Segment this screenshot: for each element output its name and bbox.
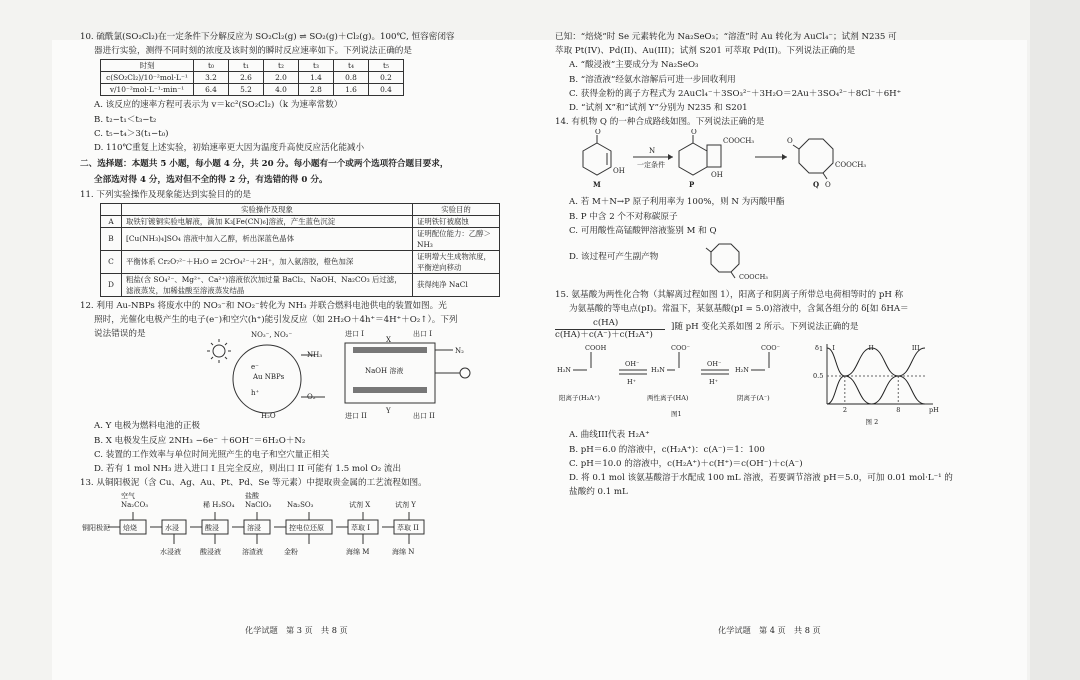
fig-label: P — [689, 180, 695, 190]
q15-option-c: C. pH＝10.0 的溶液中，c(H₂A⁺)＋c(H⁺)＝c(OH⁻)＋c(A⁻) — [569, 458, 803, 469]
table-cell: D — [101, 273, 122, 296]
flow-reagent-label: Na₂CO₃ — [121, 501, 149, 510]
table-cell — [101, 203, 122, 215]
table-cell: [Cu(NH₃)₄]SO₄ 溶液中加入乙醇，析出深蓝色晶体 — [122, 227, 413, 250]
q15-fraction-row — [555, 316, 975, 342]
flow-reagent-label: 盐酸 — [245, 492, 259, 501]
table-cell: 2.8 — [299, 84, 334, 96]
page-edge — [1030, 0, 1080, 680]
fig-label: NaOH 溶液 — [365, 367, 404, 376]
x-tick-label: 2 — [842, 406, 847, 415]
y-tick-label: 0.5 — [813, 372, 824, 381]
q12-option-a: A. Y 电极为燃料电池的正极 — [94, 421, 201, 432]
q12-option-d: D. 若有 1 mol NH₃ 进入进口 I 且完全反应，则出口 II 可能有 1.5 mol O₂ 流出 — [94, 464, 402, 475]
fig-label: M — [593, 180, 601, 190]
fig-label: NH₃ — [307, 351, 323, 360]
flow-reagent-label: NaClO₃ — [245, 501, 272, 510]
flow-reagent-label: Na₂SO₃ — [287, 501, 314, 510]
flow-reagent-label: 空气 — [121, 492, 135, 501]
q15-option-d: D. 将 0.1 mol 该氨基酸溶于水配成 100 mL 溶液，若要调节溶液 pH＝5.0，可加 0.01 mol·L⁻¹ 的 — [569, 473, 953, 484]
q14-option-d: D. 该过程可产生副产物 — [569, 252, 659, 263]
table-cell: 2.0 — [264, 72, 299, 84]
q12-cell-diagram — [205, 329, 505, 419]
fig-label: COOCH₃ — [835, 161, 867, 170]
fig-label: Au NBPs — [253, 373, 285, 382]
fig-label: 阴离子(A⁻) — [737, 394, 770, 403]
table-cell: 时刻 — [101, 60, 194, 72]
table-cell: 实验目的 — [413, 203, 500, 215]
table-cell: t₄ — [334, 60, 369, 72]
fig-label: 进口 II — [345, 412, 367, 420]
q12-stem-3: 说法错误的是 — [94, 329, 146, 340]
table-cell: 5.2 — [229, 84, 264, 96]
table-row — [101, 72, 404, 84]
electrode-x — [353, 347, 427, 353]
table-cell: 1.6 — [334, 84, 369, 96]
fig-label: H⁺ — [709, 378, 719, 387]
table-cell: 0.2 — [369, 72, 404, 84]
q13-known-2: 萃取 Pt(IV)、Pd(II)、Au(III)；试剂 S201 可萃取 Pd(II)。下列说法正确的是 — [555, 46, 856, 57]
fig-label: OH⁻ — [707, 360, 722, 369]
fraction-denominator: c(HA)＋c(A⁻)＋c(H₂A⁺) — [555, 330, 653, 341]
fig-label: H₃N — [557, 366, 571, 375]
fig-label: 图1 — [671, 410, 682, 419]
fig-label: COOH — [585, 344, 607, 353]
flow-product-label: 水浸液 — [160, 548, 181, 557]
q14-option-c: C. 可用酸性高锰酸钾溶液鉴别 M 和 Q — [569, 225, 717, 236]
fig-label: COOCH₃ — [723, 137, 755, 146]
q15-option-a: A. 曲线III代表 H₂A⁺ — [569, 430, 650, 441]
fig-label: H₂N — [735, 366, 749, 375]
fig-label: Y — [386, 407, 391, 416]
q11-table-head — [101, 203, 500, 215]
flow-step-label: 控电位还原 — [289, 524, 324, 533]
byproduct-structure — [705, 238, 775, 280]
fig-label: H₂O — [261, 412, 276, 420]
molecule-p — [679, 135, 721, 175]
table-cell: 1.4 — [299, 72, 334, 84]
flow-product-label: 海绵 N — [392, 548, 415, 557]
figure-caption: 图 2 — [865, 418, 879, 427]
flow-reagent-label: 试剂 Y — [395, 501, 416, 510]
flow-start-label: 铜阳极泥 — [82, 524, 110, 533]
q15-option-d-cont: 盐酸约 0.1 mL — [569, 487, 628, 498]
q14-option-b: B. P 中含 2 个不对称碳原子 — [569, 211, 678, 222]
table-row — [101, 84, 404, 96]
series-label: I — [832, 344, 835, 353]
table-cell: 取铁钉镀铜实验电解液，滴加 K₃[Fe(CN)₆]溶液，产生蓝色沉淀 — [122, 215, 413, 227]
q14-option-a: A. 若 M＋N→P 原子利用率为 100%，则 N 为丙酸甲酯 — [569, 197, 785, 208]
table-cell: t₅ — [369, 60, 404, 72]
q10-option-c: C. t₅−t₄＞3(t₁−t₀) — [94, 128, 169, 139]
fig-label: 阳离子(H₂A⁺) — [559, 394, 600, 403]
table-row — [101, 273, 500, 296]
flow-step-label: 水浸 — [165, 524, 179, 533]
q12-option-c: C. 装置的工作效率与单位时间光照产生的电子和空穴量正相关 — [94, 449, 330, 460]
q13-option-a: A. “酸浸液”主要成分为 Na₂SeO₃ — [569, 60, 699, 71]
q14-synthesis-route — [577, 129, 877, 191]
fig-label: 一定条件 — [637, 161, 665, 170]
table-cell: c(SO₂Cl₂)/10⁻²mol·L⁻¹ — [101, 72, 194, 84]
y-tick-label: 1 — [819, 345, 824, 354]
table-cell: B — [101, 227, 122, 250]
fig-label: h⁺ — [251, 389, 260, 398]
section-2-heading: 二、选择题：本题共 5 小题，每小题 4 分，共 20 分。每小题有一个或两个选项符合题目要求， — [80, 159, 449, 170]
q10-option-a: A. 该反应的速率方程可表示为 v＝kc²(SO₂Cl₂)（k 为速率常数） — [94, 100, 343, 111]
table-cell: 平衡体系 Cr₂O₇²⁻＋H₂O ⇌ 2CrO₄²⁻＋2H⁺，加入氨溶胶，橙色加深 — [122, 250, 413, 273]
table-cell: t₃ — [299, 60, 334, 72]
flow-step-label: 酸浸 — [205, 524, 219, 533]
q15-stem-3: ]随 pH 变化关系如图 2 所示。下列说法正确的是 — [671, 322, 859, 333]
page-3-column — [80, 30, 510, 562]
q14-option-d-row — [555, 238, 975, 280]
fig-label: H⁺ — [627, 378, 637, 387]
q10-stem-2: 器进行实验，测得不同时刻的浓度及该时刻的瞬时反应速率如下。下列说法正确的是 — [94, 46, 412, 57]
q15-stem-2: 为氨基酸的等电点(pI)。常温下，某氨基酸(pI = 5.0)溶液中，含氮各组分的 δ[如 δHA＝ — [569, 304, 909, 315]
fig-label: 两性离子(HA) — [647, 394, 689, 403]
fig-label: O₂ — [307, 393, 316, 402]
q13-known-1: 已知：“焙烧”时 Se 元素转化为 Na₂SeO₃；“溶渣”时 Au 转化为 AuCl₄⁻；试剂 N235 可 — [555, 32, 897, 42]
flow-product-label: 溶渣液 — [242, 548, 263, 557]
table-cell: 0.8 — [334, 72, 369, 84]
flow-product-label: 金粉 — [284, 548, 298, 557]
table-cell: t₀ — [194, 60, 229, 72]
q10-option-d: D. 110℃重复上述实验，初始速率更大因为温度升高使反应活化能减小 — [94, 143, 365, 154]
series-label: II — [868, 344, 874, 353]
q14-stem: 14. 有机物 Q 的一种合成路线如图。下列说法正确的是 — [555, 117, 765, 128]
molecule-m — [583, 135, 611, 175]
q15-stem-1: 15. 氨基酸为两性化合物（其解离过程如图 1），阳离子和阴离子所带总电荷相等时的 pH 称 — [555, 290, 904, 301]
page-4-column — [555, 30, 975, 499]
fig-label: OH — [711, 171, 723, 180]
fig-label: Q — [813, 180, 820, 190]
table-cell: A — [101, 215, 122, 227]
table-cell: v/10⁻²mol·L⁻¹·min⁻¹ — [101, 84, 194, 96]
q12-stem-1: 12. 利用 Au-NBPs 将废水中的 NO₃⁻和 NO₂⁻转化为 NH₃ 并联合燃料电池供电的装置如图。光 — [80, 300, 447, 311]
flow-product-label: 酸浸液 — [200, 548, 221, 557]
molecule-q — [793, 139, 833, 179]
table-cell: 证明增大生成物浓度，平衡逆向移动 — [413, 250, 500, 273]
fig-label: OH⁻ — [625, 360, 640, 369]
table-cell: 粗盐(含 SO₄²⁻、Mg²⁺、Ca²⁺)溶液依次加过量 BaCl₂、NaOH、Na₂CO₃ 后过滤，滤液蒸发，加稀盐酸至溶液蒸发结晶 — [122, 273, 413, 296]
flow-reagent-label: 试剂 X — [349, 501, 371, 510]
q13-process-flow — [80, 490, 510, 562]
q10-option-b: B. t₂−t₁＜t₃−t₂ — [94, 114, 157, 125]
table-cell: t₂ — [264, 60, 299, 72]
q10-table — [100, 59, 404, 96]
flow-reagent-label: 稀 H₂SO₄ — [203, 501, 235, 510]
flow-step-label: 溶浸 — [247, 524, 261, 533]
fig-label: O — [825, 181, 831, 190]
page-4-footer: 化学试题 第 4 页 共 8 页 — [718, 625, 821, 635]
fraction-numerator: c(HA) — [593, 318, 619, 329]
table-cell: 证明配位能力：乙醇＞NH₃ — [413, 227, 500, 250]
q13-stem: 13. 从铜阳极泥（含 Cu、Ag、Au、Pt、Pd、Se 等元素）中提取贵金属的工艺流程如图。 — [80, 478, 427, 489]
table-cell: 2.6 — [229, 72, 264, 84]
section-2-instructions: 全部选对得 4 分，选对但不全的得 2 分，有选错的得 0 分。 — [94, 175, 328, 186]
fig-label: COO⁻ — [761, 344, 781, 353]
table-cell: 证明铁钉被腐蚀 — [413, 215, 500, 227]
fig-label: O — [691, 129, 697, 137]
fig-label: 进口 I — [345, 330, 364, 339]
flow-step-label: 焙烧 — [123, 524, 137, 533]
series-label: III — [911, 344, 920, 353]
fig-label: N₂ — [455, 347, 464, 356]
table-cell: 6.4 — [194, 84, 229, 96]
q10-stem-1: 10. 硫酰氯(SO₂Cl₂)在一定条件下分解反应为 SO₂Cl₂(g) ⇌ SO₂(g)＋Cl₂(g)。100℃, 恒容密闭容 — [80, 32, 455, 42]
q15-dissociation-figure — [555, 342, 805, 428]
fig-label: COOCH₃ — [739, 273, 768, 281]
table-cell: 3.2 — [194, 72, 229, 84]
fig-label: O — [787, 137, 793, 146]
q12-stem-2: 照时，光催化电极产生的电子(e⁻)和空穴(h⁺)能引发反应（如 2H₂O＋4h⁺＝4H⁺＋O₂↑）。下列 — [94, 315, 458, 326]
table-cell: C — [101, 250, 122, 273]
table-cell: 4.0 — [264, 84, 299, 96]
q15-distribution-chart — [813, 342, 943, 428]
fig-label: COO⁻ — [671, 344, 691, 353]
table-cell: 获得纯净 NaCl — [413, 273, 500, 296]
flow-step-label: 萃取 I — [351, 524, 370, 533]
q12-option-b: B. X 电极发生反应 2NH₃ −6e⁻ ＋6OH⁻＝6H₂O＋N₂ — [94, 435, 306, 446]
q10-table-head — [101, 60, 404, 72]
table-cell: t₁ — [229, 60, 264, 72]
page-3-footer: 化学试题 第 3 页 共 8 页 — [245, 625, 348, 635]
x-tick-label: 8 — [896, 406, 901, 415]
bulb-icon — [460, 368, 470, 378]
table-row — [101, 215, 500, 227]
table-row — [101, 250, 500, 273]
q11-stem: 11. 下列实验操作及现象能达到实验目的的是 — [80, 189, 252, 200]
flow-product-label: 海绵 M — [346, 548, 370, 557]
fig-label: 出口 II — [413, 412, 435, 420]
table-cell: 实验操作及现象 — [122, 203, 413, 215]
fig-label: O — [595, 129, 601, 137]
fig-label: OH — [613, 167, 625, 176]
fig-label: 出口 I — [413, 330, 432, 339]
fig-label: X — [386, 336, 391, 345]
electrode-y — [353, 387, 427, 393]
fig-label: e⁻ — [251, 363, 259, 372]
fig-label: H₃N — [651, 366, 665, 375]
q13-option-d: D. “试剂 X”和“试剂 Y”分别为 N235 和 S201 — [569, 103, 748, 114]
q13-option-b: B. “溶渣液”经氨水溶解后可进一步回收利用 — [569, 74, 736, 85]
table-cell: 0.4 — [369, 84, 404, 96]
fig-label: NO₃⁻, NO₂⁻ — [251, 331, 293, 340]
q15-option-b: B. pH＝6.0 的溶液中，c(H₂A⁺)：c(A⁻)＝1：100 — [569, 444, 765, 455]
q11-table — [100, 203, 500, 297]
y-axis-label: δ — [815, 344, 819, 353]
table-row — [101, 227, 500, 250]
flow-step-label: 萃取 II — [397, 524, 419, 533]
fig-label: N — [649, 147, 656, 156]
x-axis-label: pH — [929, 406, 939, 415]
q13-option-c: C. 获得金粉的离子方程式为 2AuCl₄⁻＋3SO₃²⁻＋3H₂O＝2Au＋3SO₄²⁻＋8Cl⁻＋6H⁺ — [569, 88, 902, 99]
q15-figures — [555, 342, 975, 428]
sun-icon — [207, 339, 231, 363]
